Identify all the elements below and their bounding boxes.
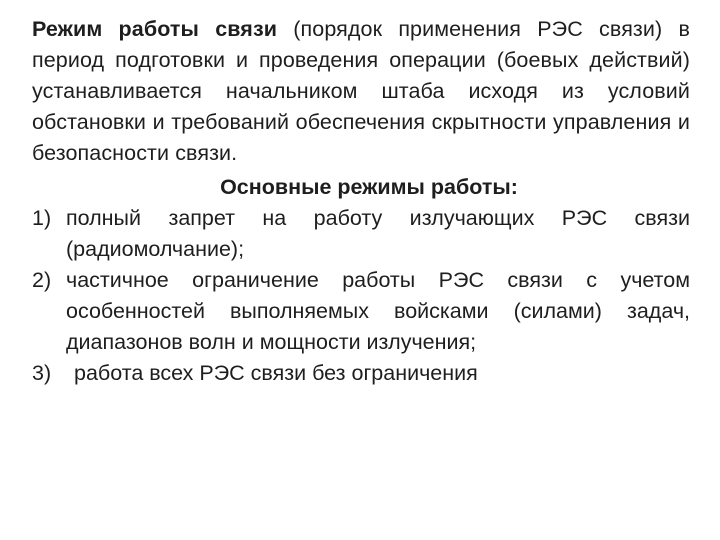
list-item (32, 265, 690, 358)
intro-text: (порядок применения РЭС связи) в период подготовки и проведения операции (боевых действий) устанавливается начальником штаба исходя из условий обстановки и требований обеспечения скрытности управления и безопасности связи. (32, 17, 690, 165)
list-item-number: 3) (32, 361, 52, 385)
modes-list (32, 203, 690, 389)
list-item-number: 2) (32, 268, 52, 292)
intro-term: Режим работы связи (32, 17, 278, 41)
list-item (32, 358, 690, 389)
list-item-number: 1) (32, 206, 52, 230)
list-item-text: частичное ограничение работы РЭС связи с учетом особенностей выполняемых войсками (силами) задач, диапазонов волн и мощности излучения; (66, 268, 690, 354)
intro-paragraph (32, 14, 690, 169)
list-item-text: полный запрет на работу излучающих РЭС связи (радиомолчание); (66, 206, 690, 261)
modes-heading: Основные режимы работы: (220, 175, 518, 199)
list-item (32, 203, 690, 265)
list-item-text: работа всех РЭС связи без ограничения (74, 361, 478, 385)
